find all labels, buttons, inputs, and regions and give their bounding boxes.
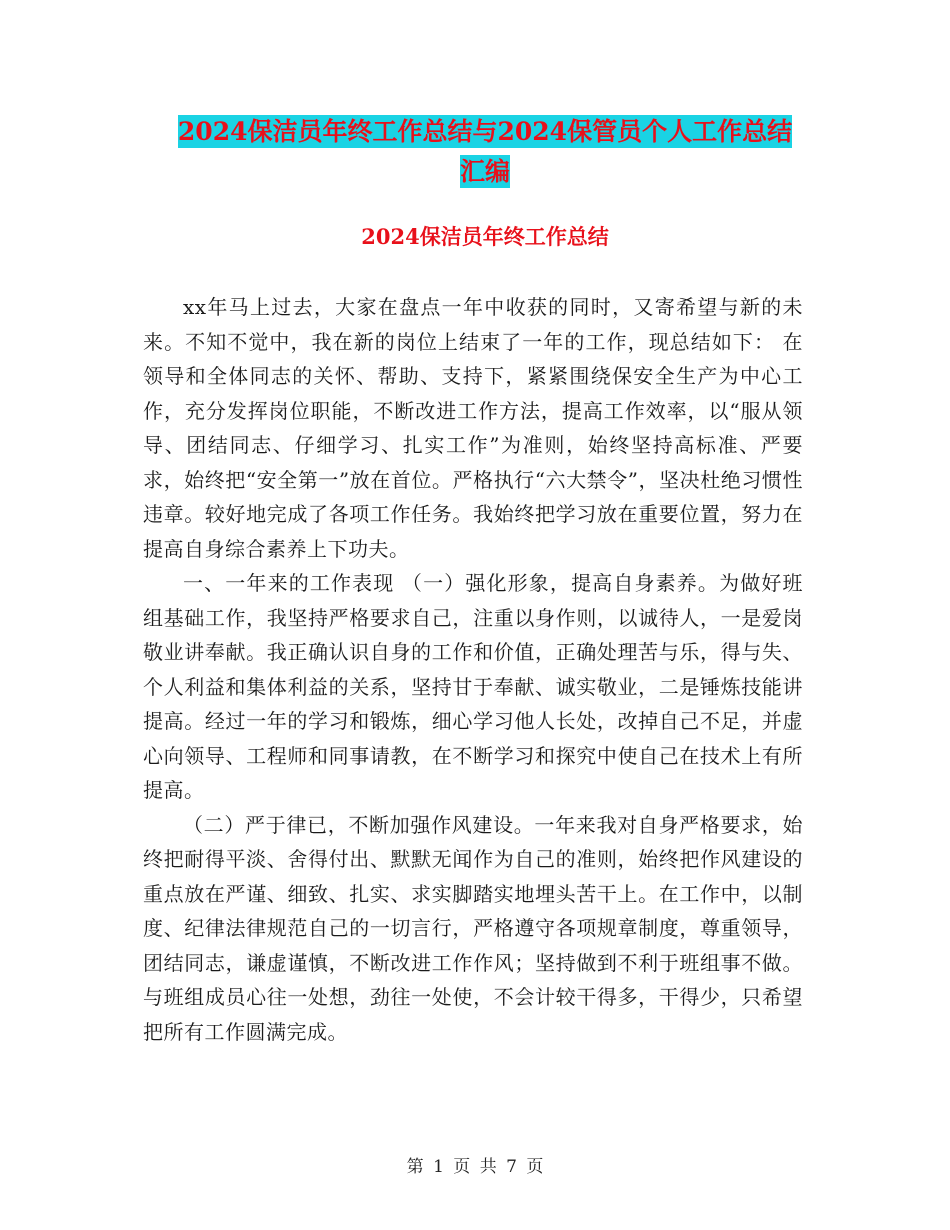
title-line-2: 汇编 xyxy=(459,157,510,186)
document-body xyxy=(143,290,803,1049)
page-footer: 第 1 页 共 7 页 xyxy=(406,1157,544,1177)
section-title: 2024保洁员年终工作总结 xyxy=(361,224,609,249)
document-title xyxy=(140,112,830,192)
paragraph-intro: xx年马上过去，大家在盘点一年中收获的同时，又寄希望与新的未来。不知不觉中，我在新的岗位上结束了一年的工作，现总结如下： 在领导和全体同志的关怀、帮助、支持下，紧紧围绕保安全生产为中心工作，充分发挥岗位职能，不断改进工作方法，提高工作效率，以“服从领导、团结同志、仔细学习、扎实工作”为准则，始终坚持高标准、严要求，始终把“安全第一”放在首位。严格执行“六大禁令”，坚决杜绝习惯性违章。较好地完成了各项工作任务。我始终把学习放在重要位置，努力在提高自身综合素养上下功夫。 xyxy=(143,295,803,561)
title-line-1: 2024保洁员年终工作总结与2024保管员个人工作总结 xyxy=(177,117,793,146)
paragraph-work-performance: 一、一年来的工作表现 （一）强化形象，提高自身素养。为做好班组基础工作，我坚持严格要求自己，注重以身作则，以诚待人，一是爱岗敬业讲奉献。我正确认识自身的工作和价值，正确处理苦与乐，得与失、个人利益和集体利益的关系，坚持甘于奉献、诚实敬业，二是锤炼技能讲提高。经过一年的学习和锻炼，细心学习他人长处，改掉自己不足，并虚心向领导、工程师和同事请教，在不断学习和探究中使自己在技术上有所提高。 xyxy=(143,571,803,802)
paragraph-discipline: （二）严于律已，不断加强作风建设。一年来我对自身严格要求，始终把耐得平淡、舍得付出、默默无闻作为自己的准则，始终把作风建设的重点放在严谨、细致、扎实、求实脚踏实地埋头苦干上。在工作中，以制度、纪律法律规范自己的一切言行，严格遵守各项规章制度，尊重领导，团结同志，谦虚谨慎，不断改进工作作风；坚持做到不利于班组事不做。与班组成员心往一处想，劲往一处使，不会计较干得多，干得少，只希望把所有工作圆满完成。 xyxy=(143,812,803,1044)
